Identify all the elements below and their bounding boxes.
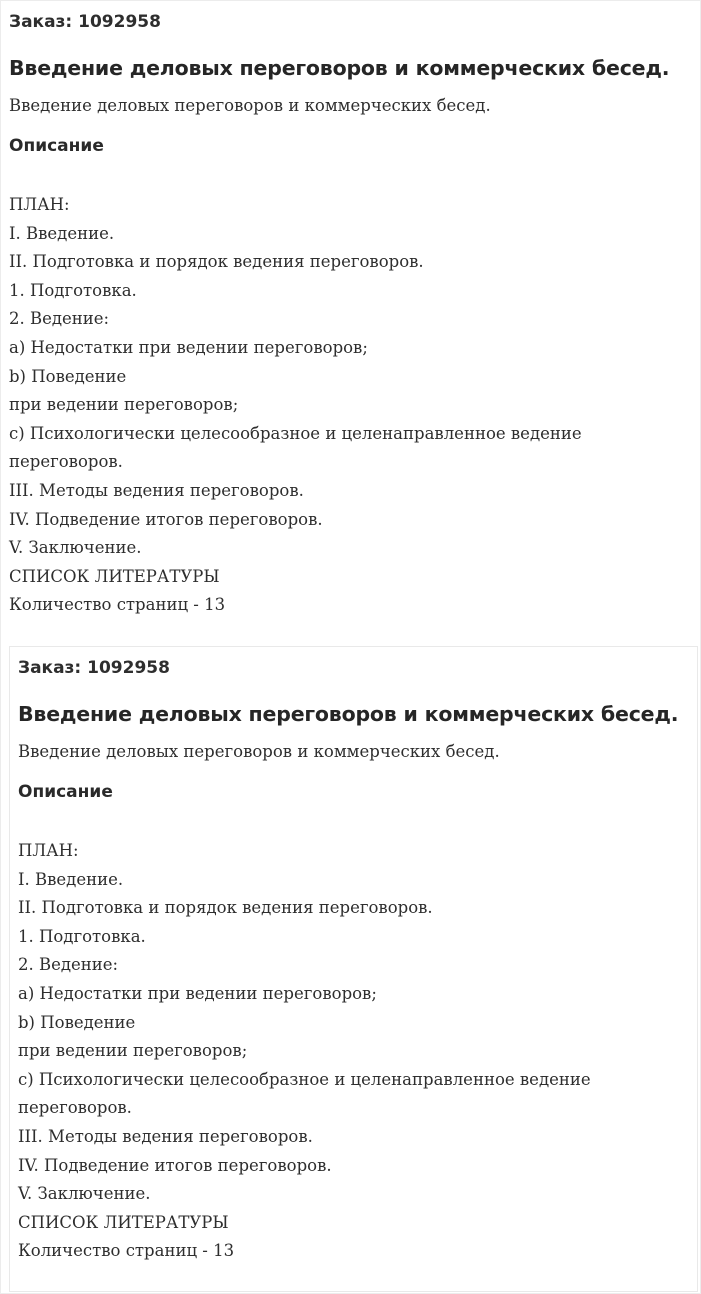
plan-line: IV. Подведение итогов переговоров. [18,1155,332,1175]
plan-line: I. Введение. [9,223,115,243]
plan-line: III. Методы ведения переговоров. [9,480,304,500]
plan-line: Количество страниц - 13 [9,595,226,615]
plan-line: СПИСОК ЛИТЕРАТУРЫ [9,566,220,586]
plan-line: c) Психологически целесообразное и целенаправленное ведение переговоров. [18,1069,591,1118]
plan-line: при ведении переговоров; [9,395,239,415]
plan-line: a) Недостатки при ведении переговоров; [18,983,377,1003]
order-card [10,647,701,1266]
document-title: Введение деловых переговоров и коммерческих бесед. [18,702,679,726]
order-card [1,1,701,620]
plan-line: b) Поведение [9,366,127,386]
plan-line: b) Поведение [18,1012,136,1032]
plan-line: IV. Подведение итогов переговоров. [9,509,323,529]
plan-line: при ведении переговоров; [18,1041,248,1061]
plan-line: V. Заключение. [9,538,142,558]
plan-line: 1. Подготовка. [18,926,146,946]
plan-line: 2. Ведение: [18,955,119,975]
plan-line: I. Введение. [18,869,124,889]
document-title: Введение деловых переговоров и коммерческих бесед. [9,56,670,80]
order-number: Заказ: 1092958 [18,658,170,678]
plan-line: a) Недостатки при ведении переговоров; [9,337,368,357]
description-heading: Описание [18,782,113,802]
plan-line: Количество страниц - 13 [18,1241,235,1261]
plan-line: c) Психологически целесообразное и целенаправленное ведение переговоров. [9,423,582,472]
plan-line: III. Методы ведения переговоров. [18,1126,313,1146]
plan-line: 1. Подготовка. [9,280,137,300]
plan-line: ПЛАН: [18,841,79,860]
plan-line: II. Подготовка и порядок ведения переговоров. [18,898,433,918]
plan-list [18,837,678,1266]
document-frame-inner [9,646,698,1292]
document-subtitle: Введение деловых переговоров и коммерческих бесед. [18,742,500,761]
order-number: Заказ: 1092958 [9,12,161,32]
description-heading: Описание [9,136,104,156]
plan-line: II. Подготовка и порядок ведения переговоров. [9,252,424,272]
document-subtitle: Введение деловых переговоров и коммерческих бесед. [9,96,491,115]
plan-line: СПИСОК ЛИТЕРАТУРЫ [18,1212,229,1232]
plan-list [9,191,669,620]
plan-line: V. Заключение. [18,1184,151,1204]
plan-line: 2. Ведение: [9,309,110,329]
plan-line: ПЛАН: [9,195,70,214]
